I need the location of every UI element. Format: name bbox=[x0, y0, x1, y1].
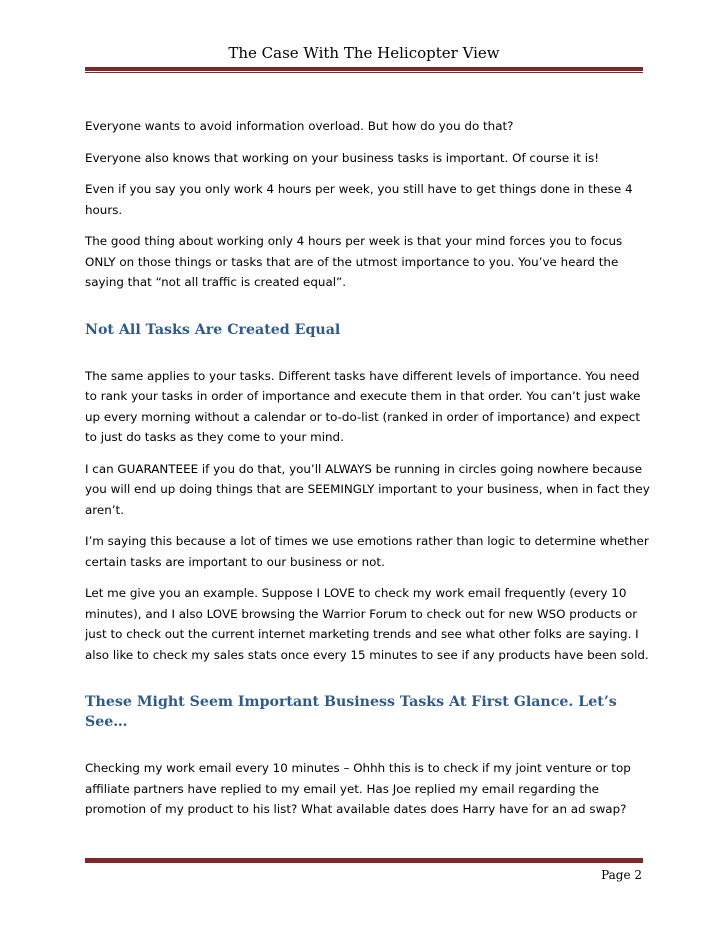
page-header-title: The Case With The Helicopter View bbox=[228, 44, 500, 62]
section-heading: These Might Seem Important Business Tasks At First Glance. Let’s See… bbox=[85, 694, 617, 730]
paragraph: The good thing about working only 4 hours per week is that your mind forces you to focus ONLY on those things or tasks that are of the utmost importance to you. You’ve heard the saying that “not all traffic is created equal”. bbox=[85, 234, 623, 289]
header-divider bbox=[85, 67, 643, 73]
paragraph: Everyone wants to avoid information overload. But how do you do that? bbox=[85, 119, 514, 133]
paragraph: Everyone also knows that working on your business tasks is important. Of course it is! bbox=[85, 150, 599, 165]
footer-divider bbox=[85, 857, 643, 863]
section-heading: Not All Tasks Are Created Equal bbox=[85, 321, 341, 338]
paragraph: Even if you say you only work 4 hours per week, you still have to get things done in these 4 hours. bbox=[85, 182, 633, 217]
paragraph: I can GUARANTEEE if you do that, you’ll ALWAYS be running in circles going nowhere because you will end up doing things that are SEEMINGLY important to your business, when in fact they aren’t. bbox=[85, 461, 650, 517]
paragraph: I’m saying this because a lot of times we use emotions rather than logic to determine whether certain tasks are important to our business or not. bbox=[85, 534, 649, 569]
page-number: Page 2 bbox=[601, 868, 642, 882]
document-body bbox=[85, 116, 655, 831]
paragraph: Checking my work email every 10 minutes – Ohhh this is to check if my joint venture or top affiliate partners have replied to my email yet. Has Joe replied my email regarding the promotion of my product to his list? What available dates does Harry have for an ad swap? bbox=[85, 761, 631, 816]
paragraph: Let me give you an example. Suppose I LOVE to check my work email frequently (every 10 minutes), and I also LOVE browsing the Warrior Forum to check out for new WSO products or just to check out the current internet marketing trends and see what other folks are saying. I also like to check my sales stats once every 15 minutes to see if any products have been sold. bbox=[85, 586, 649, 662]
paragraph: The same applies to your tasks. Different tasks have different levels of importance. You need to rank your tasks in order of importance and execute them in that order. You can’t just wake up every morning without a calendar or to-do-list (ranked in order of importance) and expect to just do tasks as they come to your mind. bbox=[85, 368, 641, 444]
